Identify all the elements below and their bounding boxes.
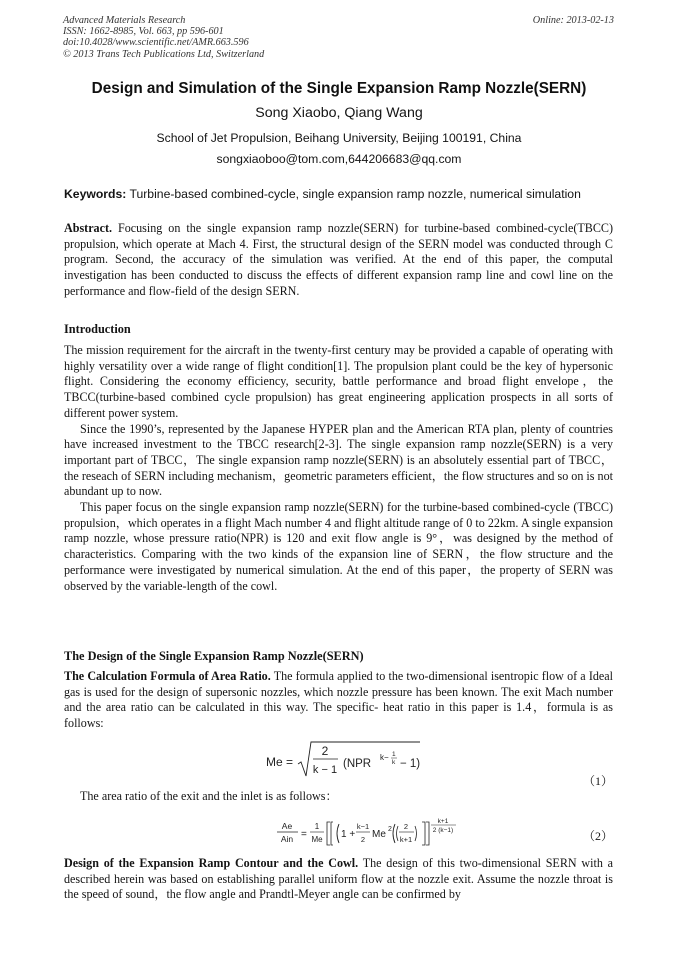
ramp-contour-subheading: Design of the Expansion Ramp Contour and the Cowl. <box>64 856 359 870</box>
doi-line: doi:10.4028/www.scientific.net/AMR.663.596 <box>63 37 249 49</box>
introduction-paragraph-3: This paper focus on the single expansion ramp nozzle(SERN) for the turbine-based combined-cycle (TBCC) propulsion，which operates in a flight Mach number 4 and flight altitude range of 0 to 22km. A single expansion ramp nozzle, whose pressure ratio(NPR) is 120 and exit flow angle is 9°，was designed by the method of characteristics. Comparing with the two kinds of the expansion line of SERN，the flow structure and the performance were investigated by numerical simulation. At the end of this paper，the property of SERN was observed by the variable-length of the cowl. <box>64 500 613 593</box>
formula-1-numerator: 2 <box>321 744 329 758</box>
formula-1-exponent-den: k <box>392 759 396 766</box>
introduction-body <box>64 343 613 594</box>
abstract-label: Abstract. <box>64 221 113 235</box>
area-ratio-subheading: The Calculation Formula of Area Ratio. <box>64 669 271 683</box>
area-ratio-text: The formula applied to the two-dimensional isentropic flow of a Ideal gas is used for the design of supersonic nozzles, which nozzle pressure has been known. The exit Mach number and the area ratio can be calculated in this way. The specific- heat ratio in this paper is 1.4，formula is as follows: <box>64 669 614 731</box>
keywords-label: Keywords: <box>64 187 127 201</box>
introduction-heading: Introduction <box>64 322 131 336</box>
formula-1-denominator: k − 1 <box>312 764 338 776</box>
formula-2-ain: Ain <box>280 834 294 844</box>
ramp-contour-text: The design of this two-dimensional SERN with a described herein was based on establishing parallel uniform flow at the nozzle exit. Assume the nozzle throat is the speed of sound，the flow angle and Prandtl-Meyer angle can be confirmed by <box>64 856 613 902</box>
formula-2-exponent-num: k+1 <box>437 818 449 825</box>
introduction-paragraph-2: Since the 1990’s, represented by the Japanese HYPER plan and the American RTA plan, plenty of countries have increased investment to the TBCC research[2-3]. The single expansion ramp nozzle(SERN) is a very important part of TBCC，The single expansion ramp nozzle(SERN) is an absolutely essential part of TBCC，the reseach of SERN including mechanism，geometric parameters efficient，the flow structures and so on is not abundant up to now. <box>64 421 613 499</box>
formula-2-ae: Ae <box>281 821 293 831</box>
area-ratio-paragraph <box>64 669 613 732</box>
abstract-paragraph <box>64 221 613 300</box>
formula-2-two: 2 <box>360 835 366 844</box>
keywords-line <box>64 187 624 201</box>
online-date: Online: 2013-02-13 <box>532 15 614 26</box>
formula-2-one-plus: 1 + <box>341 829 356 840</box>
journal-name: Advanced Materials Research <box>63 15 186 26</box>
equation-1-number: （1） <box>583 774 614 788</box>
formula-2-numerator-two: 2 <box>403 822 409 831</box>
design-heading: The Design of the Single Expansion Ramp Nozzle(SERN) <box>64 649 364 663</box>
formula-1-exit-mach <box>262 740 432 780</box>
formula-1-minus-one: − 1) <box>400 758 421 770</box>
introduction-paragraph-1: The mission requirement for the aircraft in the twenty-first century may be provided a capable of operating with highly versatility over a wide range of flight condition[1]. The propulsion plant could be the key of hypersonic flight. Considering the economy efficiency, security, battle performance and broad flight envelope，the TBCC(turbine-based combined cycle propulsion) has great engineering application prospects in all sorts of different power system. <box>64 343 613 420</box>
author-email: songxiaoboo@tom.com,644206683@qq.com <box>216 152 462 166</box>
formula-2-equals: = <box>301 829 307 840</box>
formula-2-me: Me <box>311 835 323 844</box>
formula-2-square: 2 <box>388 826 392 833</box>
paper-title: Design and Simulation of the Single Expansion Ramp Nozzle(SERN) <box>91 80 587 97</box>
formula-2-exponent-den: 2 (k−1) <box>432 827 454 834</box>
formula-2-area-ratio <box>276 815 476 851</box>
formula-2-k-plus-1: k+1 <box>399 835 413 844</box>
abstract-text: Focusing on the single expansion ramp nozzle(SERN) for turbine-based combined-cycle(TBCC) propulsion, which operate at Mach 4. First, the structural design of the SERN model was conducted through C program. Second, the accuracy of the simulation was verified. At the end of this paper, the computal investigation has been conducted to discuss the effects of different expansion ramp line and cowl line on the performance and flow-field of the design SERN. <box>64 221 613 298</box>
formula-1-npr: (NPR <box>343 758 372 770</box>
formula-2-k-minus-1: k−1 <box>356 822 370 831</box>
journal-header <box>63 15 614 60</box>
equation-2-number: （2） <box>583 829 614 843</box>
formula-2-me-squared: Me <box>372 829 386 840</box>
formula-1-exponent-num: 1 <box>392 751 396 758</box>
issn-line: ISSN: 1662-8985, Vol. 663, pp 596-601 <box>63 26 224 38</box>
formula-1-lhs: Me = <box>266 755 294 769</box>
paper-authors: Song Xiaobo, Qiang Wang <box>255 105 423 121</box>
area-ratio-intro: The area ratio of the exit and the inlet is as follows： <box>80 789 338 803</box>
ramp-contour-paragraph <box>64 856 613 903</box>
keywords-text: Turbine-based combined-cycle, single expansion ramp nozzle, numerical simulation <box>126 187 581 201</box>
formula-1-exponent: k− <box>380 753 389 762</box>
copyright-line: © 2013 Trans Tech Publications Ltd, Switzerland <box>63 48 265 60</box>
formula-2-one: 1 <box>314 822 320 831</box>
author-affiliation: School of Jet Propulsion, Beihang University, Beijing 100191, China <box>156 131 522 145</box>
